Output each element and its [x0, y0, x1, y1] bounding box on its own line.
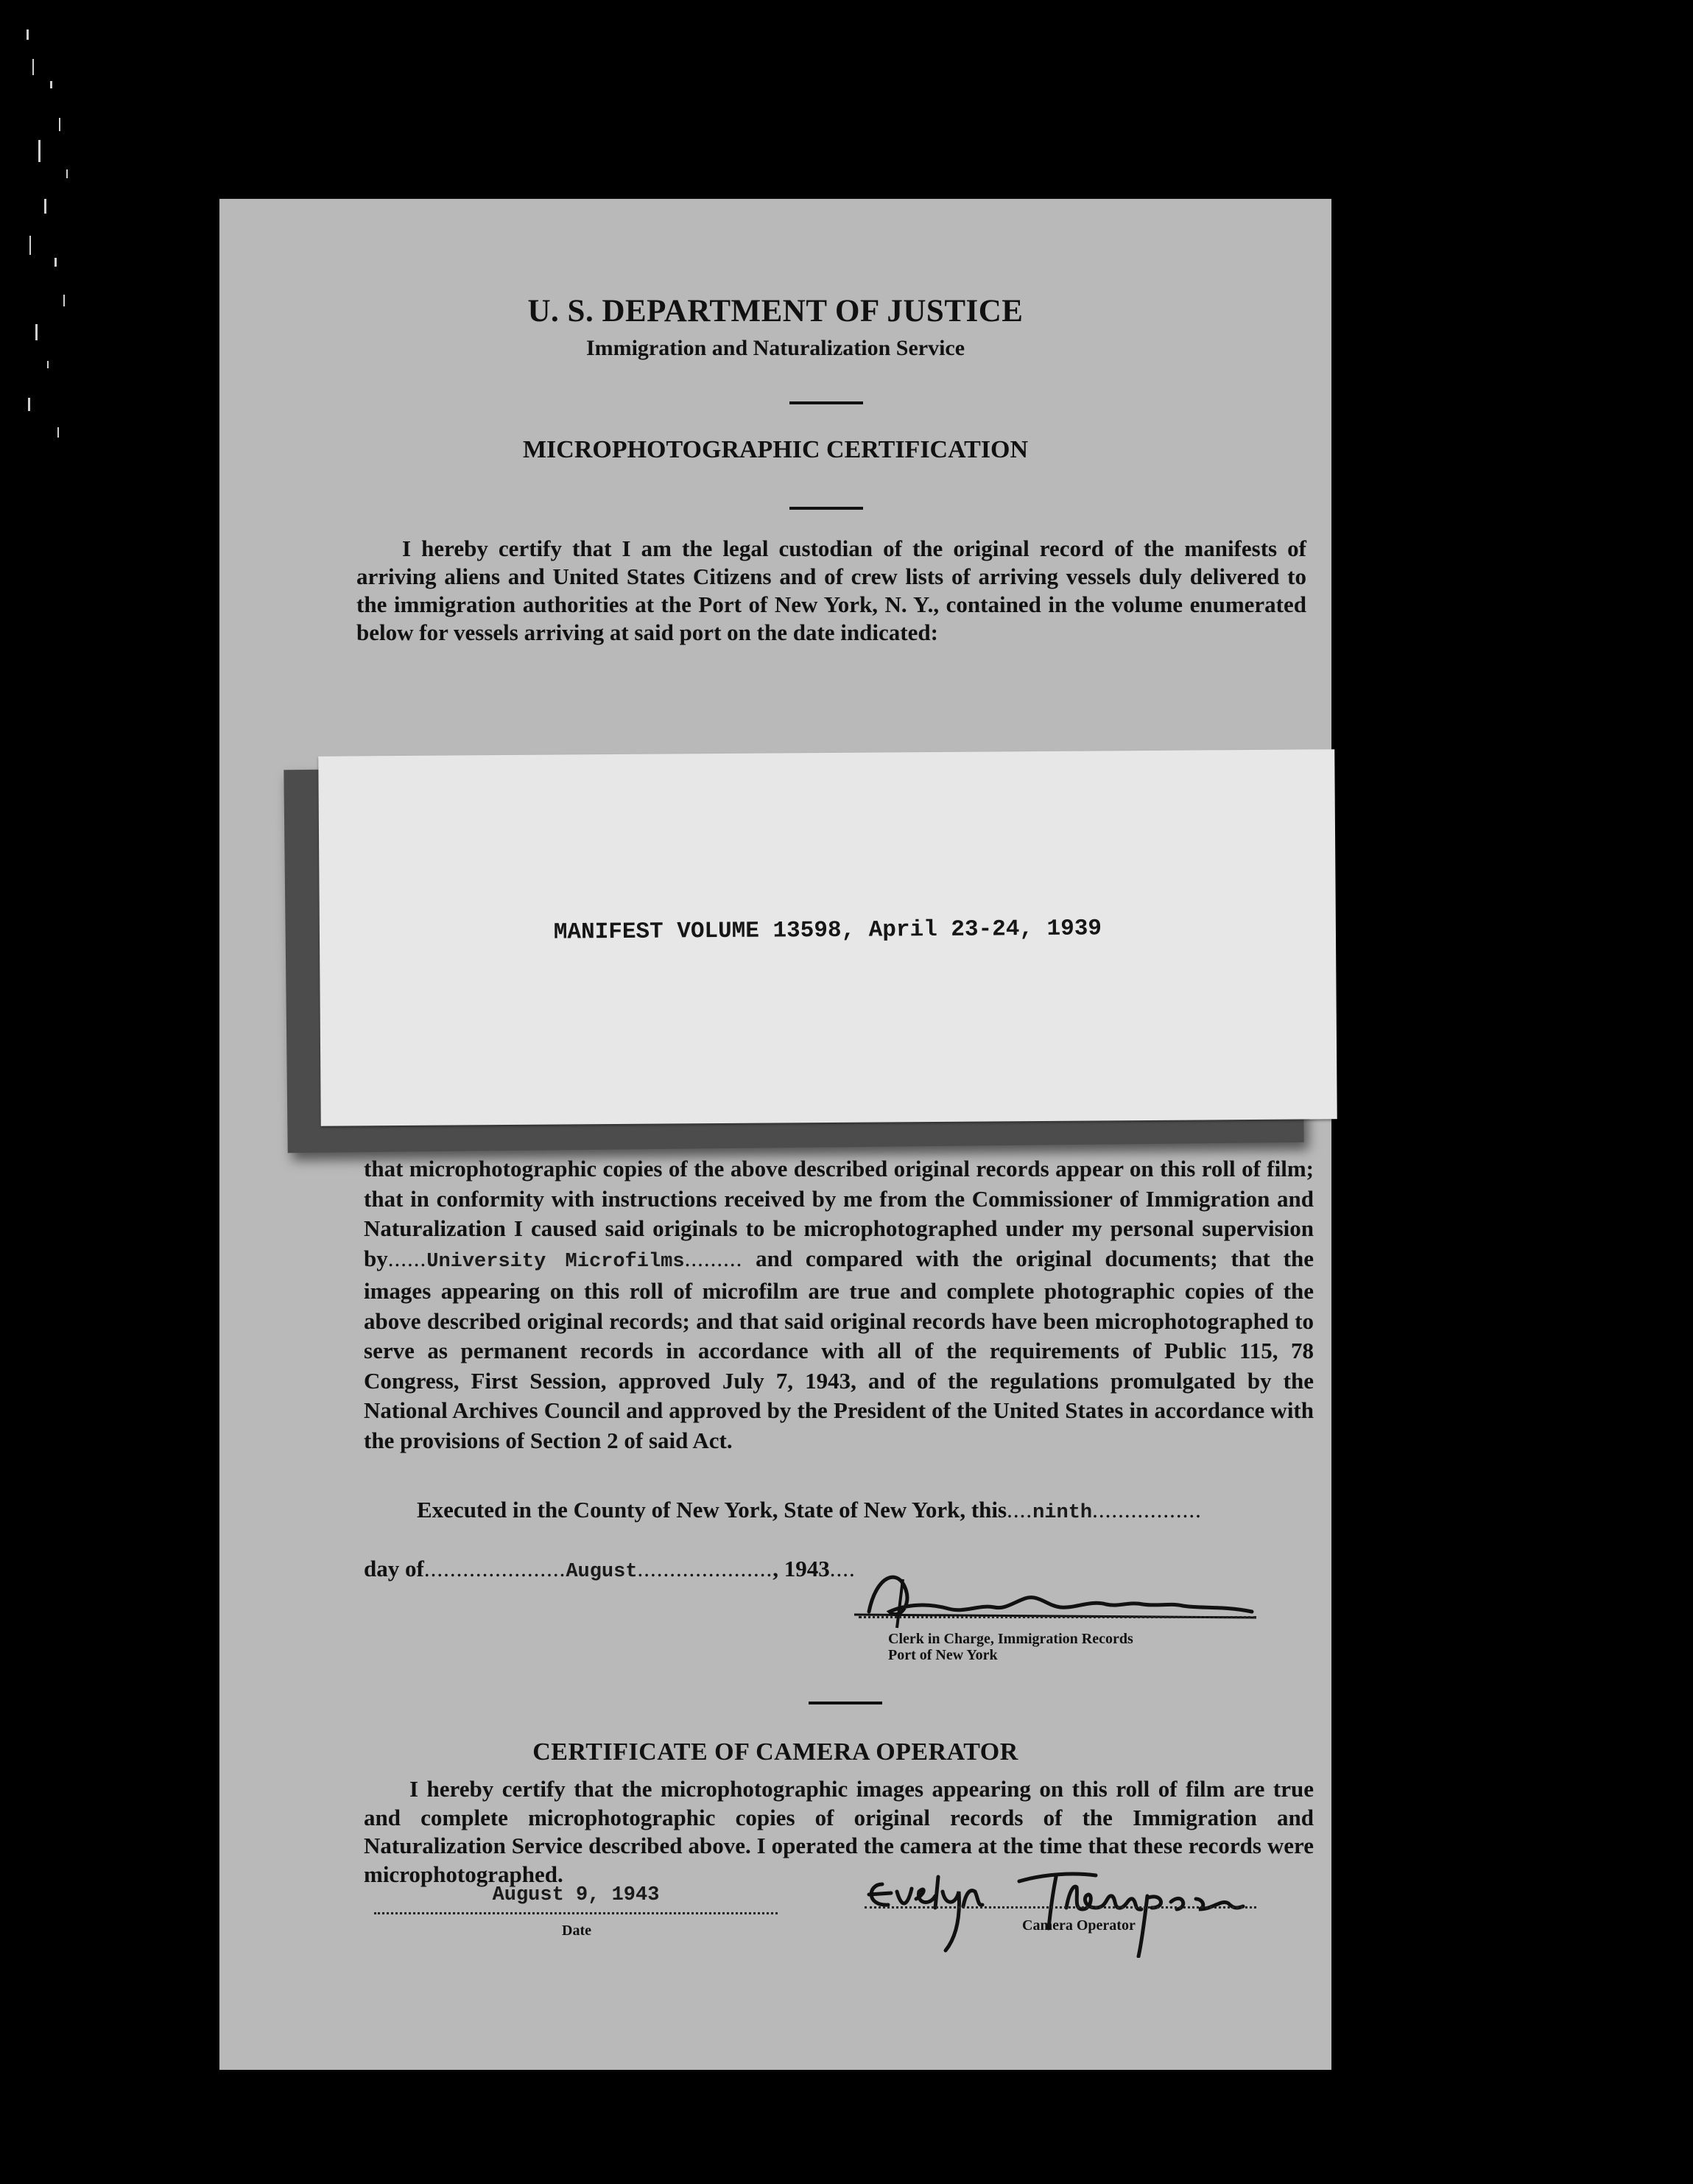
- fill-dots: ....: [1007, 1497, 1033, 1523]
- clerk-title-line-1: Clerk in Charge, Immigration Records: [888, 1631, 1133, 1647]
- body-text-part-1: that microphotographic copies of the above described original records appear on this roll of film; that in conformity with instructions received by me from the Commissioner of Immigration and Naturalization I caused said originals to be microphotographed under my personal supervision by: [364, 1156, 1314, 1271]
- divider-rule: [789, 507, 863, 510]
- fill-dots: .........: [684, 1245, 743, 1271]
- film-edge-specks: [22, 15, 81, 457]
- camera-certificate-text: I hereby certify that the microphotographic images appearing on this roll of film are true and complete microphotographic copies of original records of the Immigration and Naturalization Service described above. I operated the camera at the time that these records were microphotographed.: [364, 1776, 1314, 1887]
- day-of-label: day of: [364, 1556, 424, 1581]
- certification-body: [364, 1154, 1314, 1456]
- pasted-volume-slip: [318, 749, 1337, 1126]
- execution-line: [417, 1497, 1315, 1524]
- execution-text: Executed in the County of New York, State of New York, this: [417, 1497, 1007, 1523]
- execution-year: 1943: [784, 1556, 830, 1581]
- execution-date-line: day of......................August....................., 1943....: [364, 1556, 856, 1583]
- execution-day: ninth: [1032, 1502, 1093, 1524]
- fill-dots: ......................: [423, 1556, 566, 1581]
- certificate-date: August 9, 1943: [492, 1884, 660, 1906]
- certification-title: MICROPHOTOGRAPHIC CERTIFICATION: [522, 436, 1029, 463]
- divider-rule: [809, 1702, 882, 1704]
- fill-dots: ......: [387, 1245, 427, 1271]
- camera-operator-signature: [853, 1840, 1265, 1958]
- clerk-signature: [854, 1560, 1267, 1641]
- agency-heading: U. S. DEPARTMENT OF JUSTICE: [527, 294, 1024, 329]
- divider-rule: [789, 401, 863, 404]
- camera-certificate-title: CERTIFICATE OF CAMERA OPERATOR: [532, 1738, 1018, 1766]
- microfilmer-name: University Microfilms: [426, 1250, 685, 1273]
- date-label: Date: [562, 1923, 591, 1939]
- certificate-page: [219, 199, 1331, 2070]
- custodian-statement: I hereby certify that I am the legal custodian of the original record of the manifests of arriving aliens and United States Citizens and of crew lists of arriving vessels duly delivered to the immigration authorities at the Port of New York, N. Y., contained in the volume enumerated below for vessels arriving at said port on the date indicated:: [356, 536, 1306, 645]
- service-subheading: Immigration and Naturalization Service: [585, 336, 965, 360]
- clerk-title: [888, 1631, 1133, 1663]
- execution-month: August: [566, 1561, 638, 1583]
- operator-signature-line: [865, 1906, 1256, 1909]
- date-line: [374, 1912, 778, 1914]
- body-text-part-2: and compared with the original documents; that the images appearing on this roll of microfilm are true and complete photographic copies of the above described original records; and that said original records have been microphotographed to serve as permanent records in accordance with all of the requirements of Public 115, 78 Congress, First Session, approved July 7, 1943, and of the regulations promulgated by the National Archives Council and approved by the President of the United States in accordance with the provisions of Section 2 of said Act.: [364, 1245, 1314, 1453]
- clerk-title-line-2: Port of New York: [888, 1647, 998, 1663]
- camera-operator-label: Camera Operator: [1022, 1917, 1136, 1934]
- fill-dots: .................: [1092, 1497, 1202, 1523]
- clerk-signature-line: [859, 1616, 1256, 1618]
- manifest-volume-label: MANIFEST VOLUME 13598, April 23-24, 1939: [553, 916, 1102, 946]
- fill-dots: ....: [829, 1556, 856, 1581]
- fill-dots: .....................: [637, 1556, 773, 1581]
